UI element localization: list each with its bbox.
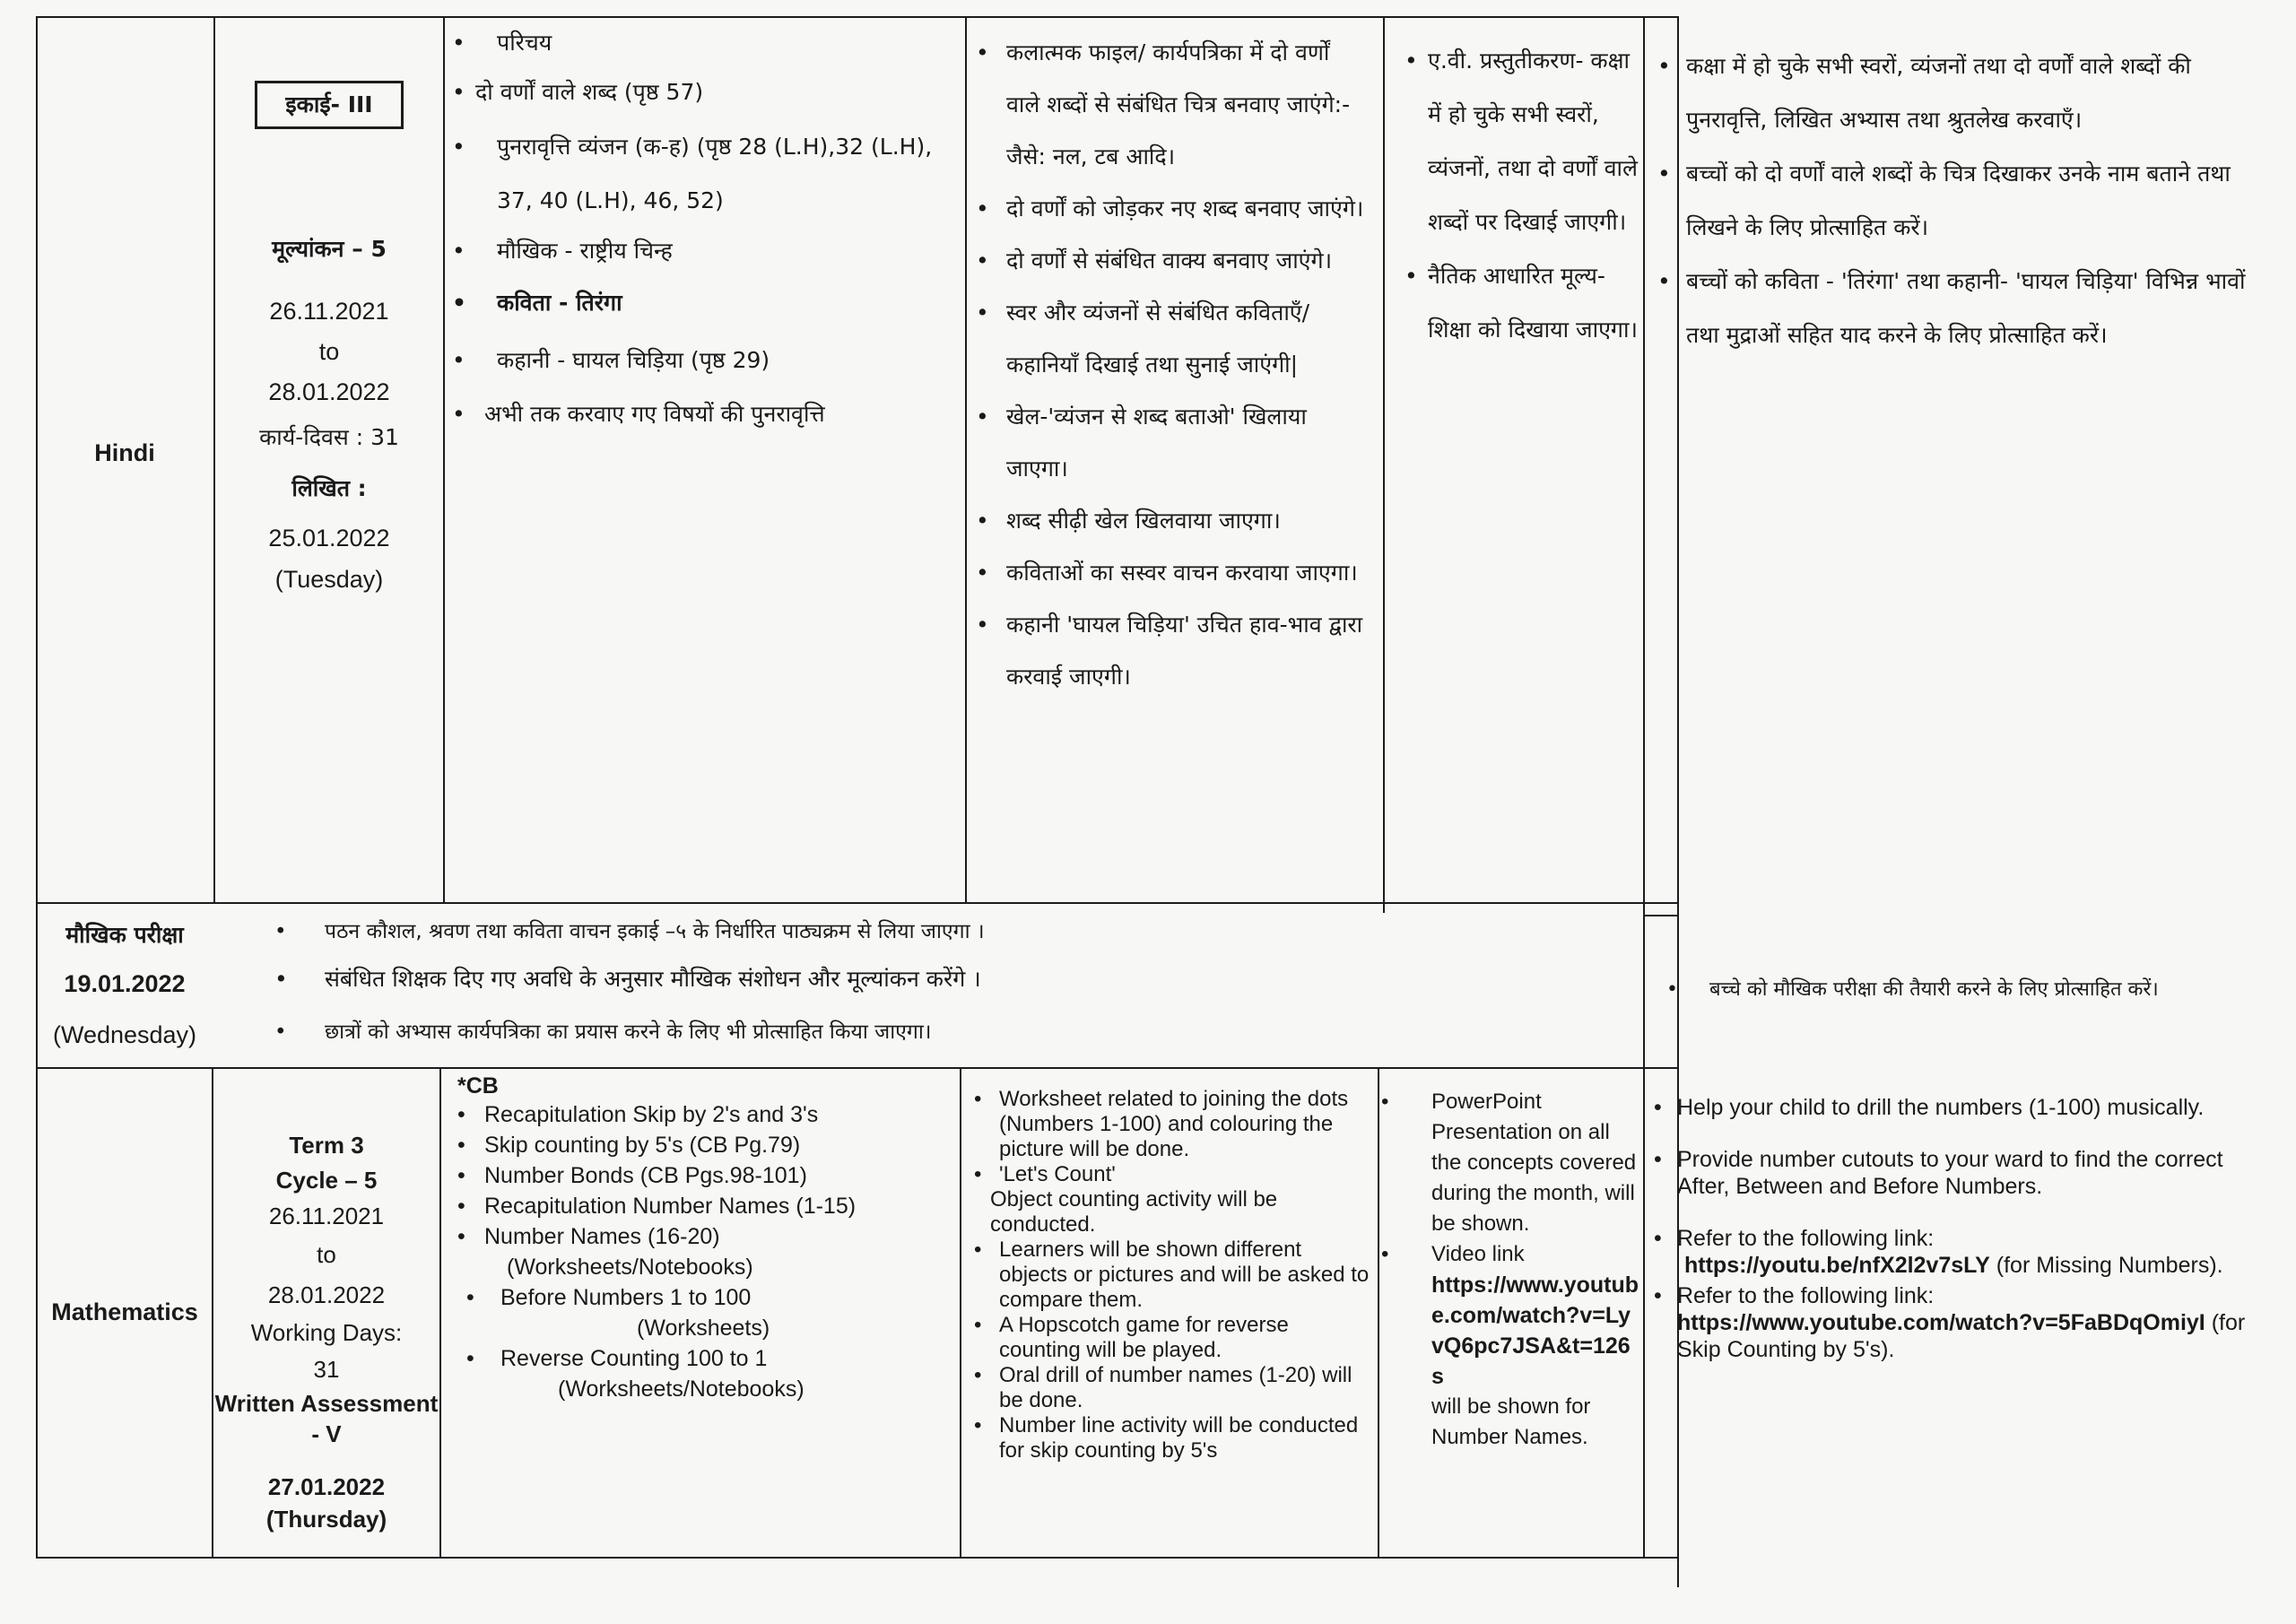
- list-item: • Number line activity will be conducted for skip counting by 5's: [974, 1413, 1374, 1463]
- maths-schedule-cell: [213, 1128, 439, 1535]
- list-item: • पठन कौशल, श्रवण तथा कविता वाचन इकाई –५ के निर्धारित पाठ्यक्रम से लिया जाएगा ।: [274, 911, 1620, 952]
- oral-date: 19.01.2022: [64, 970, 186, 997]
- list-item: • Before Numbers 1 to 100: [466, 1282, 956, 1313]
- list-item: • Reverse Counting 100 to 1: [466, 1343, 956, 1374]
- list-item: • छात्रों को अभ्यास कार्यपत्रिका का प्रयास करने के लिए भी प्रोत्साहित किया जाएगा।: [274, 1006, 1620, 1058]
- link-note: (for Skip Counting by 5's).: [1677, 1310, 2246, 1362]
- oral-divider: [1643, 915, 1679, 916]
- list-item: [1381, 1239, 1641, 1453]
- maths-working-days-label: Working Days:: [250, 1319, 403, 1346]
- activity-continuation: Object counting activity will be conducted.: [990, 1187, 1278, 1237]
- list-item: • 'Let's Count': [974, 1162, 1374, 1187]
- maths-date-from: 26.11.2021: [268, 1203, 385, 1229]
- list-item: • बच्चे को मौखिक परीक्षा की तैयारी करने के लिए प्रोत्साहित करें।: [1666, 972, 2276, 1008]
- maths-content-list-2: [457, 1282, 956, 1313]
- maths-content-list-3: [457, 1343, 956, 1374]
- hindi-content-cell: [452, 22, 960, 439]
- maths-av-list: [1381, 1087, 1641, 1453]
- content-note: (Worksheets/Notebooks): [558, 1376, 804, 1402]
- list-item: • Number Names (16-20): [457, 1221, 956, 1252]
- list-item: • खेल-'व्यंजन से शब्द बताओ' खिलाया जाएगा।: [976, 391, 1367, 495]
- list-item: • नैतिक आधारित मूल्य-शिक्षा को दिखाया जाएगा।: [1405, 249, 1639, 357]
- list-item: • कहानी - घायल चिड़िया (पृष्ठ 29): [452, 332, 960, 389]
- list-item: • बच्चों को कविता - 'तिरंगा' तथा कहानी- 'घायल चिड़िया' विभिन्न भावों तथा मुद्राओं सहित याद करने के लिए प्रोत्साहित करें।: [1657, 255, 2249, 362]
- list-item: • मौखिक - राष्ट्रीय चिन्ह: [452, 228, 960, 274]
- maths-activities-list-2: [974, 1238, 1374, 1463]
- oral-day: (Wednesday): [52, 1021, 197, 1048]
- hindi-working-days: कार्य-दिवस : 31: [259, 424, 399, 450]
- list-item: • दो वर्णों वाले शब्द (पृष्ठ 57): [452, 65, 960, 120]
- list-item: • कलात्मक फाइल/ कार्यपत्रिका में दो वर्णों वाले शब्दों से संबंधित चित्र बनवाए जाएंगे:- जैसे: नल, टब आदि।: [976, 27, 1367, 183]
- list-item: • संबंधित शिक्षक दिए गए अवधि के अनुसार मौखिक संशोधन और मूल्यांकन करेंगे ।: [274, 952, 1620, 1006]
- hindi-content-list: [452, 22, 960, 439]
- hindi-activities-cell: [976, 27, 1367, 703]
- list-item: • Worksheet related to joining the dots (Numbers 1-100) and colouring the picture will be done.: [974, 1087, 1374, 1162]
- list-item: • PowerPoint Presentation on all the concepts covered during the month, will be shown.: [1381, 1087, 1641, 1239]
- hindi-to: to: [318, 338, 340, 365]
- row-divider-2: [36, 1067, 1679, 1069]
- list-item: • कहानी 'घायल चिड़िया' उचित हाव-भाव द्वारा करवाई जाएगी।: [976, 599, 1367, 703]
- maths-term: Term 3: [289, 1132, 364, 1159]
- list-item: • कविताओं का सस्वर वाचन करवाया जाएगा।: [976, 547, 1367, 599]
- video-link-note: will be shown for Number Names.: [1431, 1394, 1591, 1449]
- skip-counting-link[interactable]: https://www.youtube.com/watch?v=5FaBDqOmiyI: [1677, 1310, 2205, 1335]
- col-divider-4b: [1378, 1067, 1379, 1559]
- list-item: • Recapitulation Number Names (1-15): [457, 1191, 956, 1221]
- hindi-activities-list: [976, 27, 1367, 703]
- oral-title: मौखिक परीक्षा: [65, 922, 184, 948]
- link-note: (for Missing Numbers).: [1996, 1253, 2223, 1278]
- list-item: • पुनरावृत्ति व्यंजन (क-ह) (पृष्ठ 28 (L.H),32 (L.H), 37, 40 (L.H), 46, 52): [452, 120, 960, 228]
- list-item: • Recapitulation Skip by 2's and 3's: [457, 1099, 956, 1130]
- list-item: • Help your child to drill the numbers (1-100) musically.: [1654, 1094, 2264, 1121]
- list-item: • Number Bonds (CB Pgs.98-101): [457, 1160, 956, 1191]
- list-item: • कविता - तिरंगा: [452, 274, 960, 332]
- hindi-date-to: 28.01.2022: [268, 378, 390, 405]
- hindi-subject-label: Hindi: [94, 439, 155, 466]
- maths-to: to: [317, 1241, 336, 1268]
- col-divider-3: [965, 16, 967, 904]
- list-item: • A Hopscotch game for reverse counting will be played.: [974, 1313, 1374, 1363]
- maths-activities-cell: [974, 1087, 1374, 1463]
- list-item: • कक्षा में हो चुके सभी स्वरों, व्यंजनों तथा दो वर्णों वाले शब्दों की पुनरावृत्ति, लिखित अभ्यास तथा श्रुतलेख करवाएँ।: [1657, 39, 2249, 147]
- unit-box: इकाई- III: [255, 81, 404, 129]
- list-item: • स्वर और व्यंजनों से संबंधित कविताएँ/ कहानियाँ दिखाई तथा सुनाई जाएंगी|: [976, 287, 1367, 391]
- maths-written-date: 27.01.2022: [267, 1473, 386, 1500]
- list-item: • बच्चों को दो वर्णों वाले शब्दों के चित्र दिखाकर उनके नाम बताने तथा लिखने के लिए प्रोत्साहित करें।: [1657, 147, 2249, 255]
- table-border-top: [36, 16, 1679, 18]
- hindi-written-day: (Tuesday): [274, 566, 384, 593]
- maths-parents-list: [1654, 1094, 2264, 1363]
- maths-cycle: Cycle – 5: [275, 1167, 378, 1194]
- row-divider-1: [36, 902, 1679, 904]
- col-divider-5: [1643, 16, 1645, 1559]
- oral-heading-cell: [38, 911, 212, 1062]
- list-item: [1654, 1282, 2264, 1363]
- content-note: (Worksheets/Notebooks): [507, 1255, 753, 1280]
- list-item: • परिचय: [452, 22, 960, 65]
- missing-numbers-link[interactable]: https://youtu.be/nfX2l2v7sLY: [1684, 1253, 1990, 1278]
- oral-points-cell: [274, 911, 1620, 1058]
- col-divider-2: [443, 16, 445, 904]
- col-divider-2b: [439, 1067, 441, 1559]
- content-note: (Worksheets): [637, 1316, 770, 1341]
- maths-av-cell: [1381, 1087, 1641, 1453]
- list-item: [1654, 1225, 2264, 1279]
- link-label: Refer to the following link:: [1677, 1226, 1935, 1251]
- video-link[interactable]: https://www.youtube.com/watch?v=LyvQ6pc7JSA&t=126s: [1431, 1272, 1639, 1389]
- list-item: • दो वर्णों को जोड़कर नए शब्द बनवाए जाएंगे।: [976, 183, 1367, 235]
- hindi-date-from: 26.11.2021: [269, 298, 389, 325]
- maths-written-day: (Thursday): [265, 1506, 387, 1533]
- hindi-assessment-title: मूल्यांकन – 5: [272, 236, 387, 262]
- maths-parents-cell: [1654, 1094, 2264, 1363]
- maths-activities-list: [974, 1087, 1374, 1187]
- list-item: • दो वर्णों से संबंधित वाक्य बनवाए जाएंगे।: [976, 235, 1367, 287]
- list-item: • Skip counting by 5's (CB Pg.79): [457, 1130, 956, 1160]
- maths-subject-label: Mathematics: [51, 1298, 198, 1325]
- hindi-av-cell: [1405, 34, 1639, 357]
- maths-date-to: 28.01.2022: [267, 1281, 386, 1308]
- list-item: • Provide number cutouts to your ward to find the correct After, Between and Before Numbers.: [1654, 1146, 2264, 1200]
- oral-parents-cell: [1666, 972, 2276, 1008]
- oral-points-list: [274, 911, 1620, 1058]
- link-label: Refer to the following link:: [1677, 1283, 1935, 1308]
- cb-label: *CB: [457, 1073, 499, 1099]
- oral-parents-list: [1666, 972, 2276, 1008]
- list-item: • Learners will be shown different objects or pictures and will be asked to compare them.: [974, 1238, 1374, 1313]
- list-item: • ए.वी. प्रस्तुतीकरण- कक्षा में हो चुके सभी स्वरों, व्यंजनों, तथा दो वर्णों वाले शब्दों पर दिखाई जाएगी।: [1405, 34, 1639, 249]
- hindi-parents-list: [1657, 39, 2249, 362]
- maths-content-list: [457, 1099, 956, 1252]
- hindi-written-date: 25.01.2022: [268, 525, 390, 551]
- list-item: • Oral drill of number names (1-20) will be done.: [974, 1363, 1374, 1413]
- col-divider-3b: [960, 1067, 961, 1559]
- hindi-parents-cell: [1657, 39, 2249, 362]
- maths-written-label: Written Assessment - V: [214, 1390, 439, 1447]
- hindi-av-list: [1405, 34, 1639, 357]
- hindi-schedule-cell: [215, 54, 443, 597]
- maths-content-cell: [457, 1073, 956, 1404]
- list-item: • शब्द सीढ़ी खेल खिलवाया जाएगा।: [976, 495, 1367, 547]
- table-border-left: [36, 16, 38, 1559]
- hindi-written-label: लिखित :: [291, 475, 367, 501]
- table-border-bottom: [36, 1557, 1679, 1559]
- list-item: • अभी तक करवाए गए विषयों की पुनरावृत्ति: [452, 389, 960, 439]
- video-link-label: Video link: [1431, 1242, 1525, 1266]
- col-divider-4: [1383, 16, 1385, 913]
- maths-working-days: 31: [313, 1356, 340, 1383]
